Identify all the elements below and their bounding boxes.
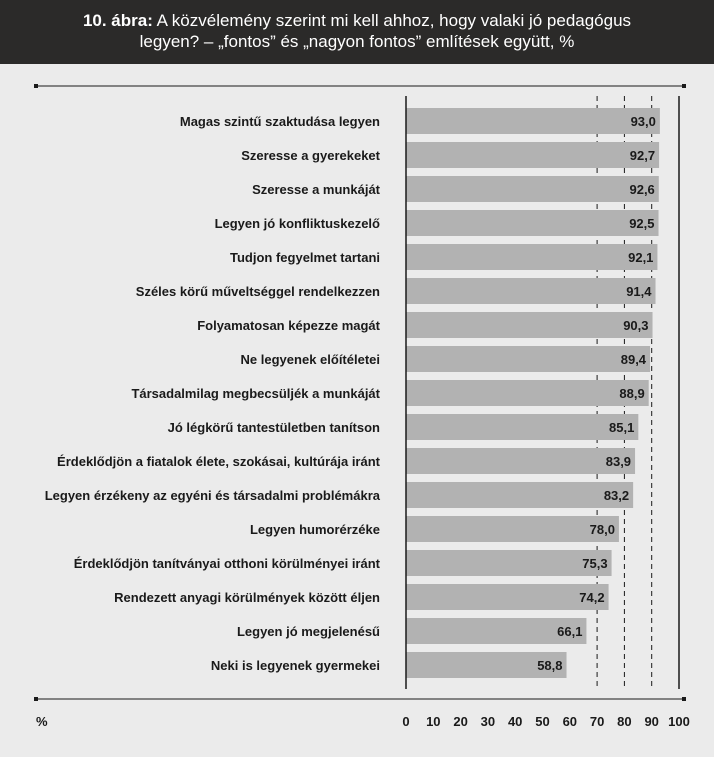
bar [406,210,659,236]
value-label: 92,5 [629,216,655,231]
bar [406,448,635,474]
bar [406,550,612,576]
bar [406,482,633,508]
x-tick-label: 10 [426,714,441,729]
frame-corner-marker [682,697,686,701]
bar [406,108,660,134]
category-label: Széles körű műveltséggel rendelkezzen [135,284,380,299]
bar [406,414,638,440]
value-label: 92,7 [629,148,656,163]
value-label: 74,2 [579,590,605,605]
value-label: 75,3 [582,556,608,571]
category-label: Érdeklődjön tanítványai otthoni körülményei iránt [73,556,380,571]
frame-corner-marker [682,84,686,88]
frame-corner-marker [34,84,38,88]
category-label: Legyen jó konfliktuskezelő [214,216,380,231]
bar [406,244,657,270]
bar [406,346,650,372]
value-label: 91,4 [626,284,652,299]
x-axis-unit-label: % [36,714,48,729]
bar [406,584,609,610]
category-label: Magas szintű szaktudása legyen [179,114,380,129]
value-label: 78,0 [589,522,615,537]
figure-label: 10. ábra: [82,11,153,30]
category-label: Legyen érzékeny az egyéni és társadalmi problémákra [44,488,380,503]
category-label: Rendezett anyagi körülmények között éljen [114,590,380,605]
category-label: Neki is legyenek gyermekei [210,658,380,673]
value-label: 58,8 [537,658,563,673]
x-tick-label: 0 [402,714,410,729]
x-tick-label: 40 [507,714,523,729]
figure-title-text-1: A közvélemény szerint mi kell ahhoz, hogy valaki jó pedagógus [156,11,632,30]
value-label: 89,4 [620,352,647,367]
x-tick-label: 90 [644,714,659,729]
x-tick-label: 50 [535,714,550,729]
category-label: Érdeklődjön a fiatalok élete, szokásai, kultúrája iránt [57,454,380,469]
category-label: Szeresse a gyerekeket [241,148,380,163]
x-tick-label: 70 [589,714,605,729]
category-label: Legyen humorérzéke [249,522,380,537]
bar [406,516,619,542]
x-tick-label: 60 [562,714,578,729]
value-label: 66,1 [557,624,583,639]
category-label: Jó légkörű tantestületben tanítson [167,420,380,435]
bar [406,142,659,168]
x-tick-label: 100 [668,714,690,729]
bar [406,380,649,406]
x-tick-label: 30 [480,714,496,729]
value-label: 93,0 [630,114,656,129]
category-label: Szeresse a munkáját [252,182,380,197]
figure-title-line-2: legyen? – „fontos” és „nagyon fontos” említések együtt, % [139,32,575,51]
category-label: Legyen jó megjelenésű [236,624,380,639]
value-label: 85,1 [609,420,635,435]
value-label: 92,6 [629,182,655,197]
bar [406,278,656,304]
bar [406,312,653,338]
category-label: Folyamatosan képezze magát [197,318,380,333]
frame-corner-marker [34,697,38,701]
x-tick-label: 80 [617,714,632,729]
value-label: 92,1 [628,250,654,265]
value-label: 83,2 [603,488,630,503]
category-label: Társadalmilag megbecsüljék a munkáját [131,386,380,401]
value-label: 83,9 [605,454,632,469]
x-tick-label: 20 [453,714,468,729]
bar [406,176,659,202]
category-label: Tudjon fegyelmet tartani [230,250,380,265]
value-label: 90,3 [623,318,649,333]
value-label: 88,9 [619,386,645,401]
category-label: Ne legyenek előítéletei [240,352,380,367]
